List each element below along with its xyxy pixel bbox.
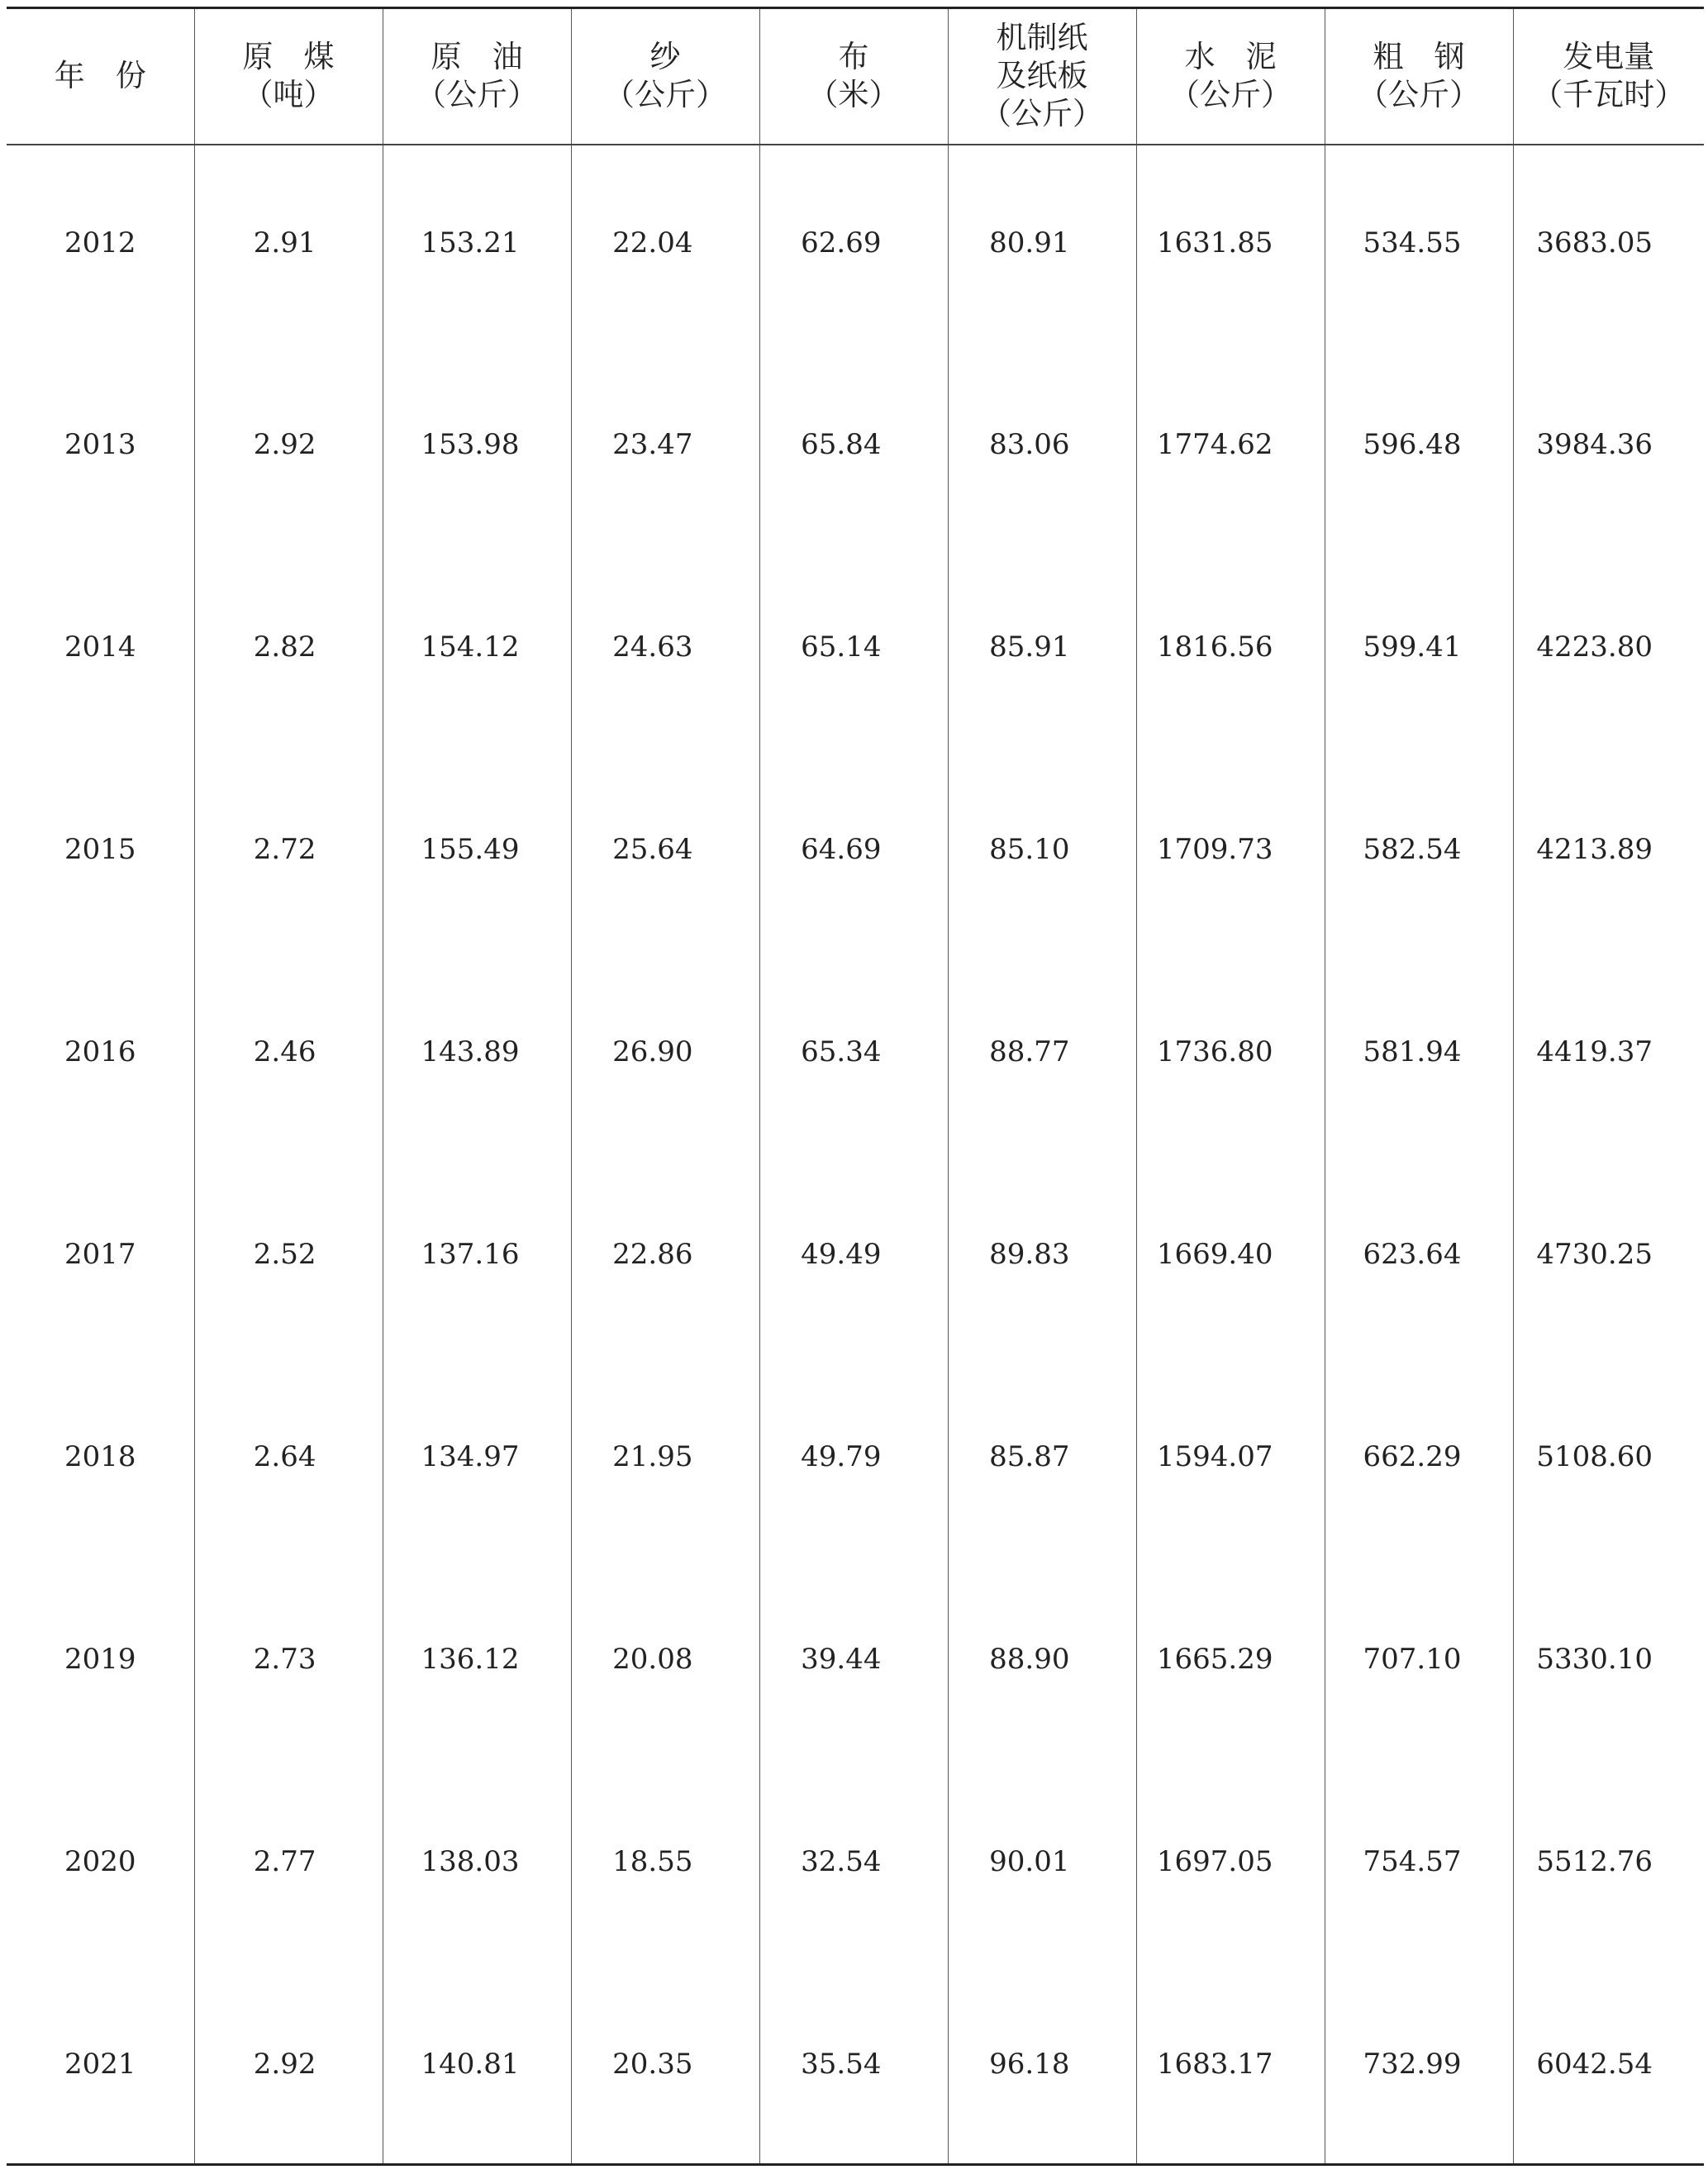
header-crude-oil xyxy=(383,8,571,145)
cell-value: 2019 xyxy=(64,1642,136,1676)
year-cell xyxy=(7,145,194,347)
cell-value: 83.06 xyxy=(989,427,1070,461)
cell-value: 5108.60 xyxy=(1536,1439,1653,1473)
cell-value: 138.03 xyxy=(421,1844,520,1878)
header-line: 纱 xyxy=(649,39,681,75)
year-cell xyxy=(7,1359,194,1562)
cell-value: 32.54 xyxy=(801,1844,882,1878)
electricity-cell xyxy=(1513,145,1704,347)
crude-oil-cell xyxy=(383,1967,571,2165)
cell-value: 596.48 xyxy=(1363,427,1462,461)
crude-oil-cell xyxy=(383,1562,571,1764)
crude-steel-cell xyxy=(1325,752,1513,954)
cell-value: 6042.54 xyxy=(1536,2047,1653,2081)
raw-coal-cell xyxy=(194,550,383,752)
header-line: （吨） xyxy=(242,77,335,113)
cement-cell xyxy=(1136,1764,1325,1967)
table-row xyxy=(7,550,1704,752)
cell-value: 140.81 xyxy=(421,2047,520,2081)
cell-value: 155.49 xyxy=(421,832,520,866)
cement-cell xyxy=(1136,954,1325,1157)
cell-value: 1683.17 xyxy=(1156,2047,1273,2081)
cell-value: 85.87 xyxy=(989,1439,1070,1473)
table-row xyxy=(7,1967,1704,2165)
cloth-cell xyxy=(759,1764,948,1967)
cell-value: 23.47 xyxy=(612,427,693,461)
yarn-cell xyxy=(571,954,759,1157)
cell-value: 2.46 xyxy=(253,1035,316,1068)
year-cell xyxy=(7,1562,194,1764)
year-cell xyxy=(7,550,194,752)
statistics-table xyxy=(7,7,1704,2166)
header-line: 粗 钢 xyxy=(1373,39,1465,75)
cell-value: 88.77 xyxy=(989,1035,1070,1068)
header-cloth xyxy=(759,8,948,145)
header-line: 年 份 xyxy=(54,58,146,94)
paper-cell xyxy=(948,1764,1136,1967)
header-row xyxy=(7,8,1704,145)
header-line: 原 煤 xyxy=(242,39,335,75)
cell-value: 24.63 xyxy=(612,630,693,664)
cell-value: 85.91 xyxy=(989,630,1070,664)
cell-value: 153.21 xyxy=(421,226,520,259)
crude-oil-cell xyxy=(383,954,571,1157)
cell-value: 134.97 xyxy=(421,1439,520,1473)
paper-cell xyxy=(948,954,1136,1157)
cell-value: 1736.80 xyxy=(1156,1035,1273,1068)
cell-value: 89.83 xyxy=(989,1237,1070,1271)
cloth-cell xyxy=(759,1562,948,1764)
crude-steel-cell xyxy=(1325,145,1513,347)
cell-value: 20.35 xyxy=(612,2047,693,2081)
paper-cell xyxy=(948,1359,1136,1562)
cell-value: 2012 xyxy=(64,226,136,259)
paper-cell xyxy=(948,1562,1136,1764)
cloth-cell xyxy=(759,1967,948,2165)
cell-value: 1709.73 xyxy=(1156,832,1273,866)
cloth-cell xyxy=(759,1359,948,1562)
cloth-cell xyxy=(759,752,948,954)
raw-coal-cell xyxy=(194,1157,383,1359)
cell-value: 4223.80 xyxy=(1536,630,1653,664)
raw-coal-cell xyxy=(194,1967,383,2165)
cell-value: 4730.25 xyxy=(1536,1237,1653,1271)
crude-oil-cell xyxy=(383,1157,571,1359)
cell-value: 90.01 xyxy=(989,1844,1070,1878)
cell-value: 581.94 xyxy=(1363,1035,1462,1068)
cell-value: 2.64 xyxy=(253,1439,316,1473)
cell-value: 1594.07 xyxy=(1156,1439,1273,1473)
raw-coal-cell xyxy=(194,1359,383,1562)
cell-value: 1697.05 xyxy=(1156,1844,1273,1878)
header-line: 机制纸 xyxy=(996,20,1088,56)
crude-oil-cell xyxy=(383,145,571,347)
paper-cell xyxy=(948,347,1136,550)
crude-steel-cell xyxy=(1325,1359,1513,1562)
cloth-cell xyxy=(759,145,948,347)
header-electricity xyxy=(1513,8,1704,145)
cement-cell xyxy=(1136,550,1325,752)
cement-cell xyxy=(1136,145,1325,347)
header-line: （千瓦时） xyxy=(1532,77,1686,113)
crude-oil-cell xyxy=(383,752,571,954)
paper-cell xyxy=(948,752,1136,954)
cell-value: 2.82 xyxy=(253,630,316,664)
crude-oil-cell xyxy=(383,1764,571,1967)
cell-value: 582.54 xyxy=(1363,832,1462,866)
header-line: 及纸板 xyxy=(996,58,1088,94)
paper-cell xyxy=(948,1157,1136,1359)
cell-value: 22.04 xyxy=(612,226,693,259)
cell-value: 137.16 xyxy=(421,1237,520,1271)
table-row xyxy=(7,1157,1704,1359)
cell-value: 62.69 xyxy=(801,226,882,259)
table-row xyxy=(7,145,1704,347)
header-line: 原 油 xyxy=(431,39,523,75)
header-line: 水 泥 xyxy=(1184,39,1277,75)
electricity-cell xyxy=(1513,1157,1704,1359)
cement-cell xyxy=(1136,1157,1325,1359)
cell-value: 49.49 xyxy=(801,1237,882,1271)
cell-value: 1631.85 xyxy=(1156,226,1273,259)
cell-value: 2.92 xyxy=(253,427,316,461)
yarn-cell xyxy=(571,1764,759,1967)
electricity-cell xyxy=(1513,752,1704,954)
table-row xyxy=(7,1764,1704,1967)
cell-value: 25.64 xyxy=(612,832,693,866)
cell-value: 534.55 xyxy=(1363,226,1462,259)
table-body xyxy=(7,145,1704,2165)
cell-value: 39.44 xyxy=(801,1642,882,1676)
cell-value: 21.95 xyxy=(612,1439,693,1473)
cloth-cell xyxy=(759,347,948,550)
electricity-cell xyxy=(1513,550,1704,752)
electricity-cell xyxy=(1513,1359,1704,1562)
year-cell xyxy=(7,1764,194,1967)
cell-value: 2020 xyxy=(64,1844,136,1878)
cell-value: 26.90 xyxy=(612,1035,693,1068)
raw-coal-cell xyxy=(194,954,383,1157)
cell-value: 64.69 xyxy=(801,832,882,866)
cell-value: 2.77 xyxy=(253,1844,316,1878)
raw-coal-cell xyxy=(194,1562,383,1764)
header-line: （公斤） xyxy=(981,96,1103,132)
cell-value: 2.52 xyxy=(253,1237,316,1271)
cell-value: 3984.36 xyxy=(1536,427,1653,461)
year-cell xyxy=(7,1967,194,2165)
cell-value: 35.54 xyxy=(801,2047,882,2081)
crude-steel-cell xyxy=(1325,550,1513,752)
yarn-cell xyxy=(571,1967,759,2165)
cell-value: 154.12 xyxy=(421,630,520,664)
cell-value: 18.55 xyxy=(612,1844,693,1878)
crude-steel-cell xyxy=(1325,1967,1513,2165)
electricity-cell xyxy=(1513,954,1704,1157)
cell-value: 2018 xyxy=(64,1439,136,1473)
paper-cell xyxy=(948,145,1136,347)
yarn-cell xyxy=(571,752,759,954)
raw-coal-cell xyxy=(194,1764,383,1967)
electricity-cell xyxy=(1513,347,1704,550)
cell-value: 2021 xyxy=(64,2047,136,2081)
header-line: （公斤） xyxy=(1358,77,1480,113)
header-line: （公斤） xyxy=(604,77,726,113)
crude-oil-cell xyxy=(383,1359,571,1562)
paper-cell xyxy=(948,1967,1136,2165)
cell-value: 80.91 xyxy=(989,226,1070,259)
cell-value: 1665.29 xyxy=(1156,1642,1273,1676)
cement-cell xyxy=(1136,347,1325,550)
cell-value: 2017 xyxy=(64,1237,136,1271)
cell-value: 65.34 xyxy=(801,1035,882,1068)
yarn-cell xyxy=(571,1359,759,1562)
cement-cell xyxy=(1136,1562,1325,1764)
yarn-cell xyxy=(571,347,759,550)
header-paper xyxy=(948,8,1136,145)
table-row xyxy=(7,954,1704,1157)
table-row xyxy=(7,752,1704,954)
electricity-cell xyxy=(1513,1562,1704,1764)
header-line: 发电量 xyxy=(1563,39,1655,75)
cell-value: 599.41 xyxy=(1363,630,1462,664)
cell-value: 2.92 xyxy=(253,2047,316,2081)
cell-value: 754.57 xyxy=(1363,1844,1462,1878)
header-line: （公斤） xyxy=(1169,77,1292,113)
year-cell xyxy=(7,752,194,954)
cell-value: 4213.89 xyxy=(1536,832,1653,866)
cell-value: 2.73 xyxy=(253,1642,316,1676)
cement-cell xyxy=(1136,1359,1325,1562)
year-cell xyxy=(7,347,194,550)
paper-cell xyxy=(948,550,1136,752)
cell-value: 1669.40 xyxy=(1156,1237,1273,1271)
cell-value: 2016 xyxy=(64,1035,136,1068)
yarn-cell xyxy=(571,1562,759,1764)
cell-value: 88.90 xyxy=(989,1642,1070,1676)
cell-value: 65.14 xyxy=(801,630,882,664)
cell-value: 2014 xyxy=(64,630,136,664)
header-line: （公斤） xyxy=(416,77,538,113)
cloth-cell xyxy=(759,954,948,1157)
cell-value: 20.08 xyxy=(612,1642,693,1676)
table-row xyxy=(7,1562,1704,1764)
crude-steel-cell xyxy=(1325,1562,1513,1764)
year-cell xyxy=(7,1157,194,1359)
cell-value: 3683.05 xyxy=(1536,226,1653,259)
table-row xyxy=(7,347,1704,550)
crude-steel-cell xyxy=(1325,1764,1513,1967)
raw-coal-cell xyxy=(194,752,383,954)
header-line: （米） xyxy=(807,77,900,113)
cell-value: 96.18 xyxy=(989,2047,1070,2081)
header-yarn xyxy=(571,8,759,145)
header-year xyxy=(7,8,194,145)
cement-cell xyxy=(1136,752,1325,954)
cell-value: 2.91 xyxy=(253,226,316,259)
cell-value: 85.10 xyxy=(989,832,1070,866)
header-cement xyxy=(1136,8,1325,145)
cell-value: 5330.10 xyxy=(1536,1642,1653,1676)
cloth-cell xyxy=(759,1157,948,1359)
header-crude-steel xyxy=(1325,8,1513,145)
electricity-cell xyxy=(1513,1967,1704,2165)
cell-value: 2013 xyxy=(64,427,136,461)
cloth-cell xyxy=(759,550,948,752)
cell-value: 143.89 xyxy=(421,1035,520,1068)
yarn-cell xyxy=(571,550,759,752)
cell-value: 153.98 xyxy=(421,427,520,461)
cell-value: 707.10 xyxy=(1363,1642,1462,1676)
cell-value: 49.79 xyxy=(801,1439,882,1473)
cell-value: 1816.56 xyxy=(1156,630,1273,664)
cell-value: 1774.62 xyxy=(1156,427,1273,461)
cell-value: 4419.37 xyxy=(1536,1035,1653,1068)
electricity-cell xyxy=(1513,1764,1704,1967)
header-raw-coal xyxy=(194,8,383,145)
year-cell xyxy=(7,954,194,1157)
cell-value: 5512.76 xyxy=(1536,1844,1653,1878)
raw-coal-cell xyxy=(194,145,383,347)
yarn-cell xyxy=(571,1157,759,1359)
crude-oil-cell xyxy=(383,550,571,752)
header-line: 布 xyxy=(838,39,869,75)
cell-value: 22.86 xyxy=(612,1237,693,1271)
cell-value: 136.12 xyxy=(421,1642,520,1676)
cell-value: 2.72 xyxy=(253,832,316,866)
cell-value: 732.99 xyxy=(1363,2047,1462,2081)
cell-value: 662.29 xyxy=(1363,1439,1462,1473)
cell-value: 65.84 xyxy=(801,427,882,461)
crude-oil-cell xyxy=(383,347,571,550)
raw-coal-cell xyxy=(194,347,383,550)
crude-steel-cell xyxy=(1325,1157,1513,1359)
crude-steel-cell xyxy=(1325,347,1513,550)
cell-value: 623.64 xyxy=(1363,1237,1462,1271)
cell-value: 2015 xyxy=(64,832,136,866)
yarn-cell xyxy=(571,145,759,347)
crude-steel-cell xyxy=(1325,954,1513,1157)
table-row xyxy=(7,1359,1704,1562)
cement-cell xyxy=(1136,1967,1325,2165)
